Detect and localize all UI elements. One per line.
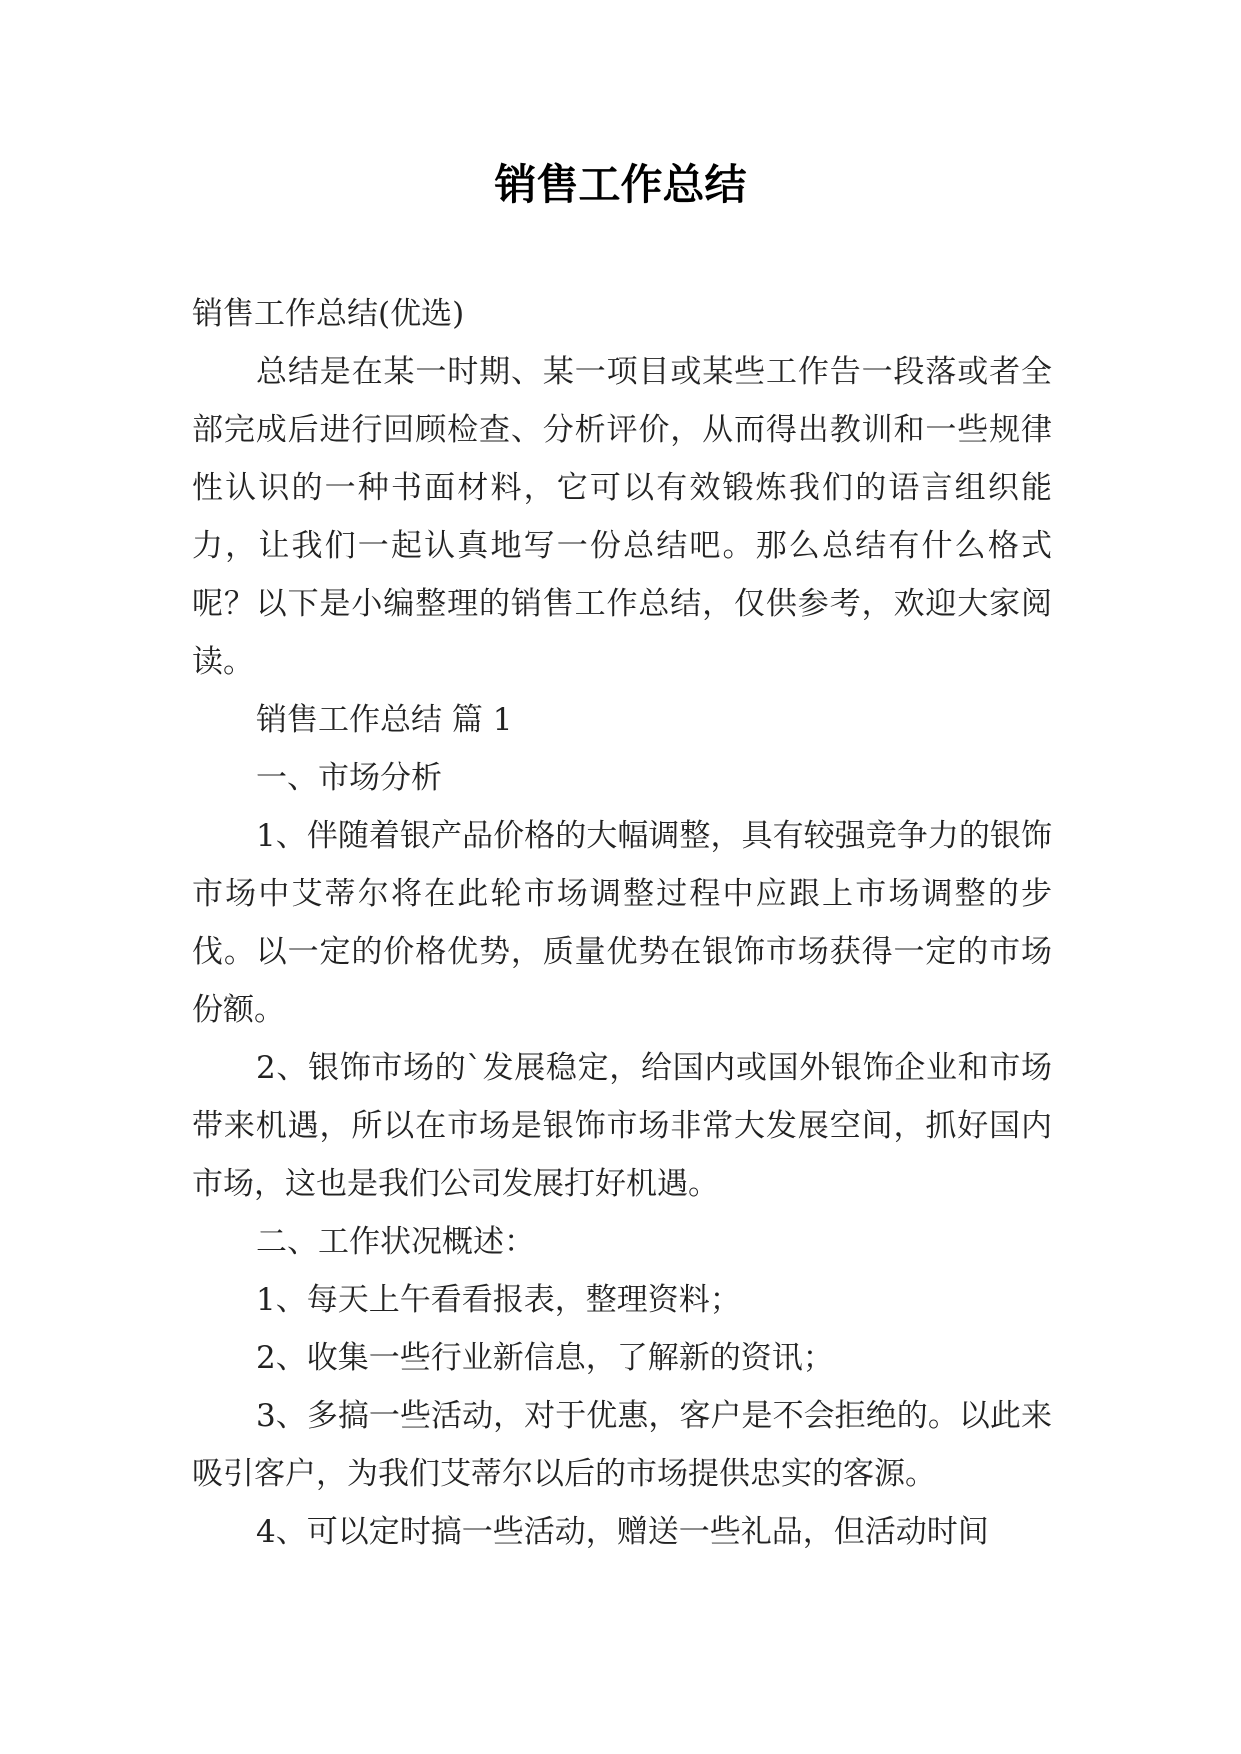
work-item-2: 2、收集一些行业新信息，了解新的资讯；: [256, 1340, 834, 1376]
section-heading-part1: 销售工作总结 篇 1: [256, 702, 513, 738]
market-point-1: 1、伴随着银产品价格的大幅调整，具有较强竞争力的银饰市场中艾蒂尔将在此轮市场调整过程中应跟上市场调整的步伐。以一定的价格优势，质量优势在银饰市场获得一定的市场份额。: [192, 818, 1052, 1028]
work-item-4: 4、可以定时搞一些活动，赠送一些礼品，但活动时间: [256, 1514, 989, 1550]
work-item-3: 3、多搞一些活动，对于优惠，客户是不会拒绝的。以此来吸引客户，为我们艾蒂尔以后的市场提供忠实的客源。: [192, 1398, 1052, 1492]
market-point-2: 2、银饰市场的`发展稳定，给国内或国外银饰企业和市场带来机遇，所以在市场是银饰市场非常大发展空间，抓好国内市场，这也是我们公司发展打好机遇。: [192, 1050, 1052, 1202]
intro-paragraph: 总结是在某一时期、某一项目或某些工作告一段落或者全部完成后进行回顾检查、分析评价，从而得出教训和一些规律性认识的一种书面材料，它可以有效锻炼我们的语言组织能力，让我们一起认真地写一份总结吧。那么总结有什么格式呢？以下是小编整理的销售工作总结，仅供参考，欢迎大家阅读。: [192, 354, 1052, 680]
heading-market-analysis: 一、市场分析: [256, 760, 442, 796]
heading-work-overview: 二、工作状况概述：: [256, 1224, 535, 1260]
document-body: [192, 285, 1052, 1561]
subtitle-paragraph: 销售工作总结(优选): [192, 296, 465, 332]
work-item-1: 1、每天上午看看报表，整理资料；: [256, 1282, 741, 1318]
document-title: 销售工作总结: [494, 160, 747, 209]
